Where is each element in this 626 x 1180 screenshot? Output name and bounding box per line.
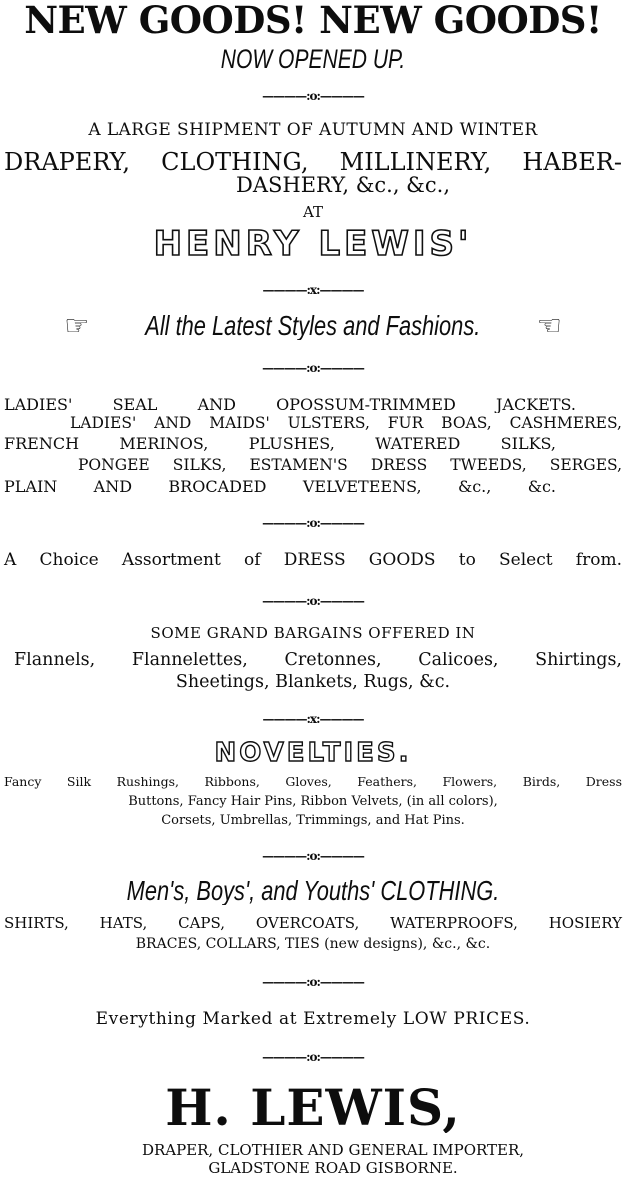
bargains-line-1: Flannels, Flannelettes, Cretonnes, Calicoes, Shirtings, [14, 652, 622, 670]
ladies-line-1: LADIES' SEAL AND OPOSSUM-TRIMMED JACKETS. [4, 397, 576, 413]
at-line: AT [302, 205, 324, 220]
pointing-hand-left-icon: ☜ [536, 312, 562, 340]
ladies-line-4: PONGEE SILKS, ESTAMEN'S DRESS TWEEDS, SERGES, [78, 458, 622, 474]
prices-line: Everything Marked at Extremely LOW PRICES. [95, 1011, 531, 1028]
separator: ————:o:———— [262, 976, 364, 988]
separator: ————:o:———— [262, 90, 364, 102]
ladies-line-3: FRENCH MERINOS, PLUSHES, WATERED SILKS, [4, 436, 556, 452]
bargains-line-2: Sheetings, Blankets, Rugs, &c. [175, 674, 451, 692]
dress-goods-line: A Choice Assortment of DRESS GOODS to Select from. [4, 552, 622, 569]
store-name: HENRY LEWIS' [153, 227, 473, 261]
tagline-row [0, 312, 626, 340]
bargains-heading: SOME GRAND BARGAINS OFFERED IN [150, 626, 476, 641]
ladies-line-2: LADIES' AND MAIDS' ULSTERS, FUR BOAS, CASHMERES, [70, 416, 622, 432]
clothing-line-1: SHIRTS, HATS, CAPS, OVERCOATS, WATERPROOFS, HOSIERY [4, 916, 622, 931]
shipment-line: A LARGE SHIPMENT OF AUTUMN AND WINTER [88, 122, 538, 139]
footer-name: H. LEWIS, [165, 1083, 461, 1133]
separator: ————:x:———— [262, 713, 364, 725]
separator: ————:o:———— [262, 1051, 364, 1063]
headline: NEW GOODS! NEW GOODS! [24, 2, 602, 39]
footer-line-2: GLADSTONE ROAD GISBORNE. [208, 1161, 458, 1176]
footer-line-1: DRAPER, CLOTHIER AND GENERAL IMPORTER, [141, 1143, 525, 1158]
separator: ————:o:———— [262, 850, 364, 862]
separator: ————:o:———— [262, 362, 364, 374]
novelties-line-2: Buttons, Fancy Hair Pins, Ribbon Velvets, (in all colors), [128, 795, 498, 808]
separator: ————:o:———— [262, 595, 364, 607]
tagline: All the Latest Styles and Fashions. [145, 312, 481, 340]
novelties-line-3: Corsets, Umbrellas, Trimmings, and Hat Pins. [161, 814, 465, 827]
novelties-heading: NOVELTIES. [214, 740, 412, 766]
ladies-line-5: PLAIN AND BROCADED VELVETEENS, &c., &c. [4, 479, 556, 495]
separator: ————:x:———— [262, 284, 364, 296]
novelties-line-1: Fancy Silk Rushings, Ribbons, Gloves, Feathers, Flowers, Birds, Dress [4, 776, 622, 789]
clothing-line-2: BRACES, COLLARS, TIES (new designs), &c., &c. [135, 937, 491, 951]
clothing-heading: Men's, Boys', and Youths' CLOTHING. [126, 877, 500, 905]
subhead: NOW OPENED UP. [220, 46, 406, 73]
drapery-line: DRAPERY, CLOTHING, MILLINERY, HABER- [4, 150, 622, 174]
dashery-line: DASHERY, &c., &c., [236, 175, 450, 196]
pointing-hand-right-icon: ☞ [64, 312, 90, 340]
separator: ————:o:———— [262, 517, 364, 529]
